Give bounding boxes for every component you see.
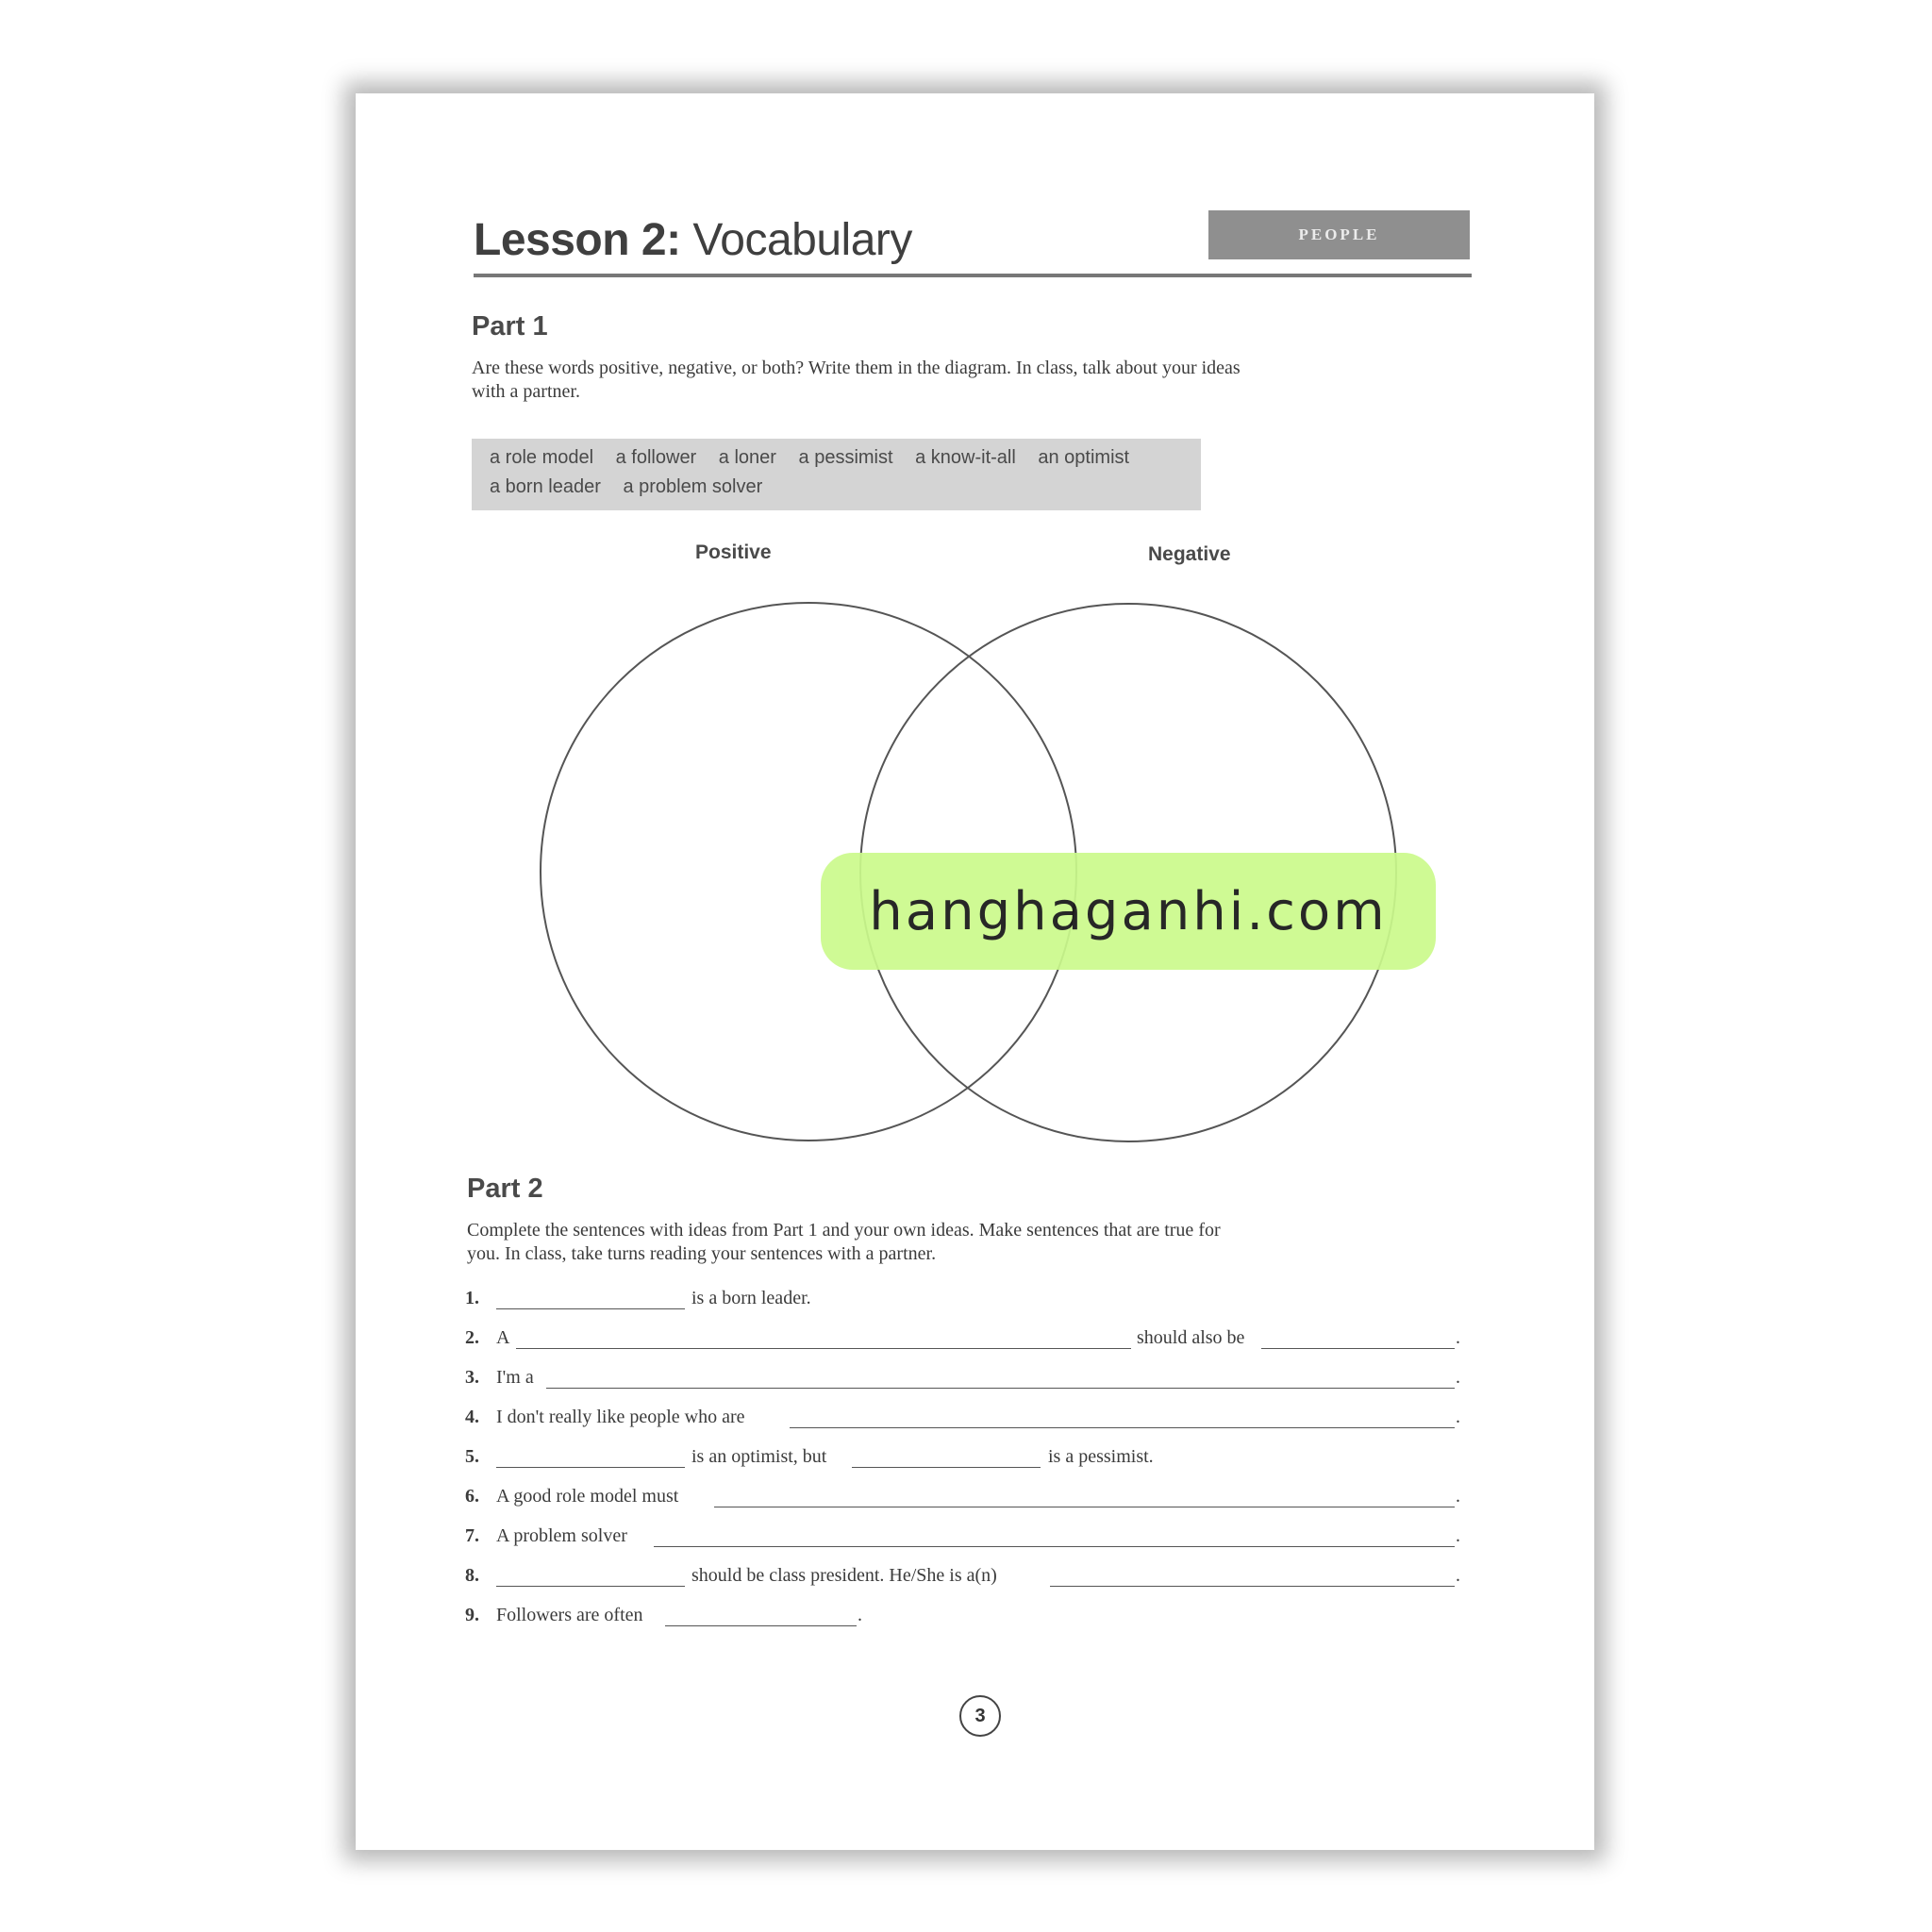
venn-label-positive: Positive: [695, 541, 772, 563]
word-item: a role model: [490, 447, 594, 468]
answer-blank[interactable]: [496, 1446, 685, 1468]
item-text: A: [496, 1327, 510, 1348]
answer-blank[interactable]: [714, 1486, 1455, 1507]
item-text: is an optimist, but: [691, 1446, 827, 1467]
item-number: 7.: [465, 1525, 479, 1546]
answer-blank[interactable]: [496, 1288, 685, 1309]
item-period: .: [1456, 1525, 1460, 1546]
page-number: 3: [959, 1695, 1001, 1737]
item-text: A problem solver: [496, 1525, 627, 1546]
item-text: is a pessimist.: [1048, 1446, 1154, 1467]
item-period: .: [858, 1605, 862, 1625]
word-item: a know-it-all: [915, 447, 1016, 468]
answer-blank[interactable]: [546, 1367, 1455, 1389]
item-text: I don't really like people who are: [496, 1407, 745, 1427]
item-number: 6.: [465, 1486, 479, 1507]
word-bank-row-1: [490, 447, 1146, 469]
item-number: 2.: [465, 1327, 479, 1348]
part1-instructions-line1: Are these words positive, negative, or both? Write them in the diagram. In class, talk about your ideas: [472, 358, 1241, 378]
item-text: is a born leader.: [691, 1288, 811, 1308]
item-period: .: [1456, 1407, 1460, 1427]
section-tag: PEOPLE: [1208, 210, 1470, 259]
part2-instructions-line2: you. In class, take turns reading your sentences with a partner.: [467, 1243, 937, 1264]
item-text: should also be: [1137, 1327, 1245, 1348]
item-text: I'm a: [496, 1367, 534, 1388]
answer-blank[interactable]: [654, 1525, 1455, 1547]
part1-instructions-line2: with a partner.: [472, 381, 580, 402]
lesson-number: Lesson 2:: [474, 215, 681, 265]
word-item: a born leader: [490, 476, 601, 497]
part2-heading: Part 2: [467, 1174, 543, 1204]
word-bank-row-2: [490, 476, 779, 498]
lesson-topic: Vocabulary: [692, 215, 912, 265]
item-text: A good role model must: [496, 1486, 679, 1507]
answer-blank[interactable]: [496, 1565, 685, 1587]
item-text: should be class president. He/She is a(n): [691, 1565, 997, 1586]
answer-blank[interactable]: [1261, 1327, 1455, 1349]
item-period: .: [1456, 1327, 1460, 1348]
item-period: .: [1456, 1486, 1460, 1507]
word-item: a problem solver: [623, 476, 763, 497]
watermark: hanghaganhi.com: [821, 853, 1436, 970]
answer-blank[interactable]: [790, 1407, 1455, 1428]
word-item: a pessimist: [798, 447, 893, 468]
item-number: 9.: [465, 1605, 479, 1625]
answer-blank[interactable]: [1050, 1565, 1455, 1587]
answer-blank[interactable]: [665, 1605, 857, 1626]
item-period: .: [1456, 1367, 1460, 1388]
answer-blank[interactable]: [516, 1327, 1131, 1349]
title-rule: [474, 274, 1472, 277]
venn-label-negative: Negative: [1148, 543, 1231, 565]
item-number: 5.: [465, 1446, 479, 1467]
item-number: 1.: [465, 1288, 479, 1308]
item-text: Followers are often: [496, 1605, 643, 1625]
answer-blank[interactable]: [852, 1446, 1041, 1468]
lesson-title: [474, 214, 912, 266]
part1-heading: Part 1: [472, 311, 548, 341]
word-item: a follower: [615, 447, 697, 468]
item-number: 8.: [465, 1565, 479, 1586]
part2-instructions-line1: Complete the sentences with ideas from Part 1 and your own ideas. Make sentences that are true for: [467, 1220, 1221, 1241]
item-period: .: [1456, 1565, 1460, 1586]
item-number: 3.: [465, 1367, 479, 1388]
word-item: a loner: [718, 447, 776, 468]
item-number: 4.: [465, 1407, 479, 1427]
word-item: an optimist: [1038, 447, 1130, 468]
